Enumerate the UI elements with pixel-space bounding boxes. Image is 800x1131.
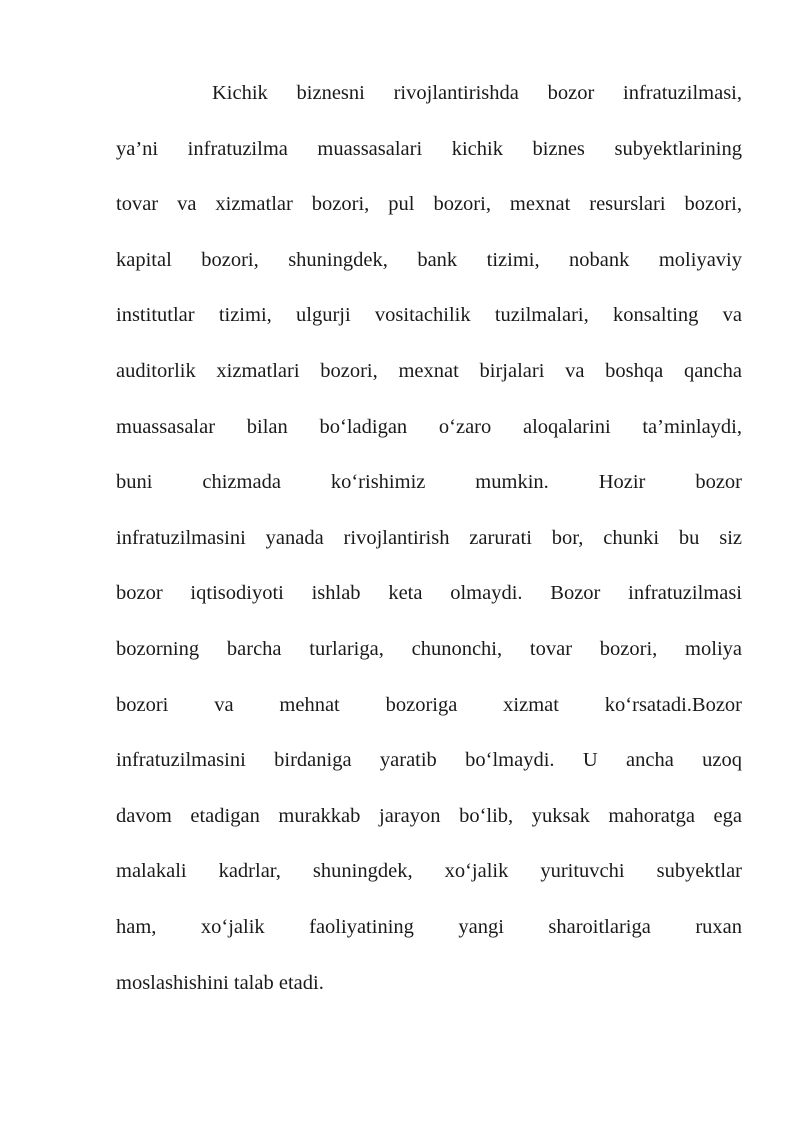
- paragraph-line: davom etadigan murakkab jarayon bo‘lib, yuksak mahoratga ega: [116, 804, 742, 827]
- paragraph-line: buni chizmada ko‘rishimiz mumkin. Hozir bozor: [116, 471, 742, 494]
- paragraph-line: infratuzilmasini birdaniga yaratib bo‘lmaydi. U ancha uzoq: [116, 749, 742, 772]
- paragraph-line: malakali kadrlar, shuningdek, xo‘jalik yurituvchi subyektlar: [116, 860, 742, 883]
- paragraph-line: auditorlik xizmatlari bozori, mexnat birjalari va boshqa qancha: [116, 359, 742, 382]
- paragraph-line: Kichik biznesni rivojlantirishda bozor infratuzilmasi,: [212, 82, 742, 104]
- paragraph-line: ham, xo‘jalik faoliyatining yangi sharoitlariga ruxan: [116, 915, 742, 938]
- paragraph-line: muassasalar bilan bo‘ladigan o‘zaro aloqalarini ta’minlaydi,: [116, 415, 742, 438]
- body-paragraph: [116, 74, 742, 1019]
- paragraph-line: kapital bozori, shuningdek, bank tizimi, nobank moliyaviy: [116, 248, 742, 271]
- paragraph-line: moslashishini talab etadi.: [116, 971, 324, 994]
- paragraph-line: bozor iqtisodiyoti ishlab keta olmaydi. Bozor infratuzilmasi: [116, 582, 742, 605]
- paragraph-line: ya’ni infratuzilma muassasalari kichik biznes subyektlarining: [116, 137, 742, 160]
- paragraph-line: tovar va xizmatlar bozori, pul bozori, mexnat resurslari bozori,: [116, 193, 742, 216]
- paragraph-line: institutlar tizimi, ulgurji vositachilik tuzilmalari, konsalting va: [116, 304, 742, 327]
- paragraph-line: bozori va mehnat bozoriga xizmat ko‘rsatadi.Bozor: [116, 693, 742, 716]
- paragraph-line: infratuzilmasini yanada rivojlantirish zarurati bor, chunki bu siz: [116, 526, 742, 549]
- paragraph-line: bozorning barcha turlariga, chunonchi, tovar bozori, moliya: [116, 637, 742, 660]
